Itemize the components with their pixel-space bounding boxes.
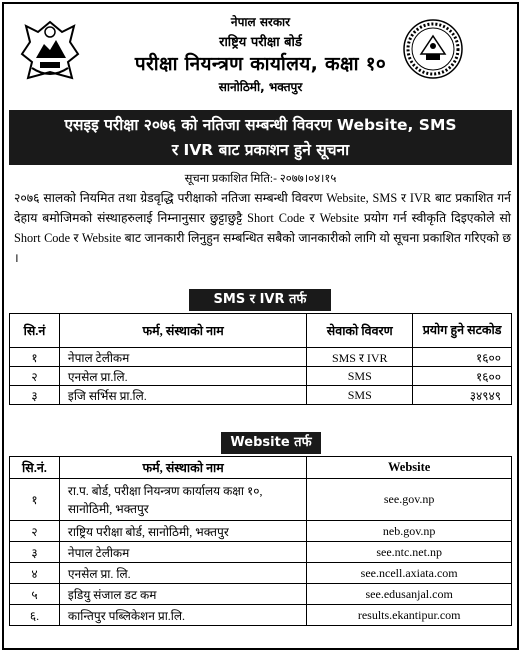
row-website-link[interactable]: neb.gov.np [307,521,512,542]
row-service: SMS [307,386,413,405]
row-sn: ६. [10,605,60,626]
row-code: १६०० [413,367,512,386]
row-sn: २ [10,367,60,386]
notice-date: सूचना प्रकाशित मिति:- २०७७।०४।१५ [184,173,337,185]
row-name: इजि सर्भिस प्रा.लि. [59,386,306,405]
table-row [10,348,512,367]
notice-title-banner [9,110,512,165]
table-header: प्रयोग हुने सटकोड [413,314,512,348]
table-header: सि.नं. [10,457,60,479]
table-row [10,367,512,386]
row-code: ३४९४९ [413,386,512,405]
banner-line-1: एसइइ परीक्षा २०७६ को नतिजा सम्बन्धी विवरण Website, SMS [64,116,457,134]
row-sn: ४ [10,563,60,584]
banner-line-2: र IVR बाट प्रकाशन हुने सूचना [171,141,350,159]
table-row [10,605,512,626]
notice-page [2,2,519,650]
table-header: सि.नं [10,314,60,348]
row-name: एनसेल प्रा.लि. [59,367,306,386]
row-service: SMS [307,367,413,386]
table-header: सेवाको विवरण [307,314,413,348]
row-sn: १ [10,479,60,521]
website-section-title: Website तर्फ [221,432,321,454]
table-row [10,386,512,405]
table-header: फर्म, संस्थाको नाम [59,457,306,479]
row-sn: ५ [10,584,60,605]
row-website-link[interactable]: results.ekantipur.com [307,605,512,626]
sms-table [9,313,512,405]
office-address: सानोठिमी, भक्तपुर [218,80,303,94]
row-sn: ३ [10,542,60,563]
row-name: राष्ट्रिय परीक्षा बोर्ड, सानोठिमी, भक्तपुर [59,521,306,542]
row-name: कान्तिपुर पब्लिकेशन प्रा.लि. [59,605,306,626]
office-name: परीक्षा नियन्त्रण कार्यालय, कक्षा १० [134,53,387,75]
row-name: नेपाल टेलीकम [59,348,306,367]
table-row [10,542,512,563]
row-website-link[interactable]: see.ntc.net.np [307,542,512,563]
website-table [9,456,512,626]
row-name: रा.प. बोर्ड, परीक्षा नियन्त्रण कार्यालय कक्षा १०, सानोठिमी, भक्तपुर [59,479,306,521]
row-sn: २ [10,521,60,542]
row-sn: ३ [10,386,60,405]
row-name: नेपाल टेलीकम [59,542,306,563]
row-website-link[interactable]: see.ncell.axiata.com [307,563,512,584]
row-code: १६०० [413,348,512,367]
row-name: इडियु संजाल डट कम [59,584,306,605]
row-sn: १ [10,348,60,367]
table-row [10,563,512,584]
table-header: Website [307,457,512,479]
notice-paragraph: २०७६ सालको नियमित तथा ग्रेडवृद्धि परीक्षाको नतिजा सम्बन्धी विवरण Website, SMS र IVR बाट प्रकाशित गर्न देहाय बमोजिमको संस्थाहरुलाई निम्नानुसार छुट्टाछुट्टै Short Code र Website प्रयोग गर्न स्वीकृति दिइएकोले सो Short Code र Website बाट जानकारी लिनुहुन सम्बन्धित सबैको जानकारीको लागि यो सूचना प्रकाशित गरिएको छ । [14,191,511,265]
table-row [10,584,512,605]
row-website-link[interactable]: see.edusanjal.com [307,584,512,605]
notice-header [4,4,517,106]
table-row [10,521,512,542]
gov-name: नेपाल सरकार [230,15,291,29]
row-website-link[interactable]: see.gov.np [307,479,512,521]
sms-section-title: SMS र IVR तर्फ [189,289,331,311]
row-name: एनसेल प्रा. लि. [59,563,306,584]
table-row [10,479,512,521]
row-service: SMS र IVR [307,348,413,367]
table-header: फर्म, संस्थाको नाम [59,314,306,348]
board-name: राष्ट्रिय परीक्षा बोर्ड [219,35,302,50]
